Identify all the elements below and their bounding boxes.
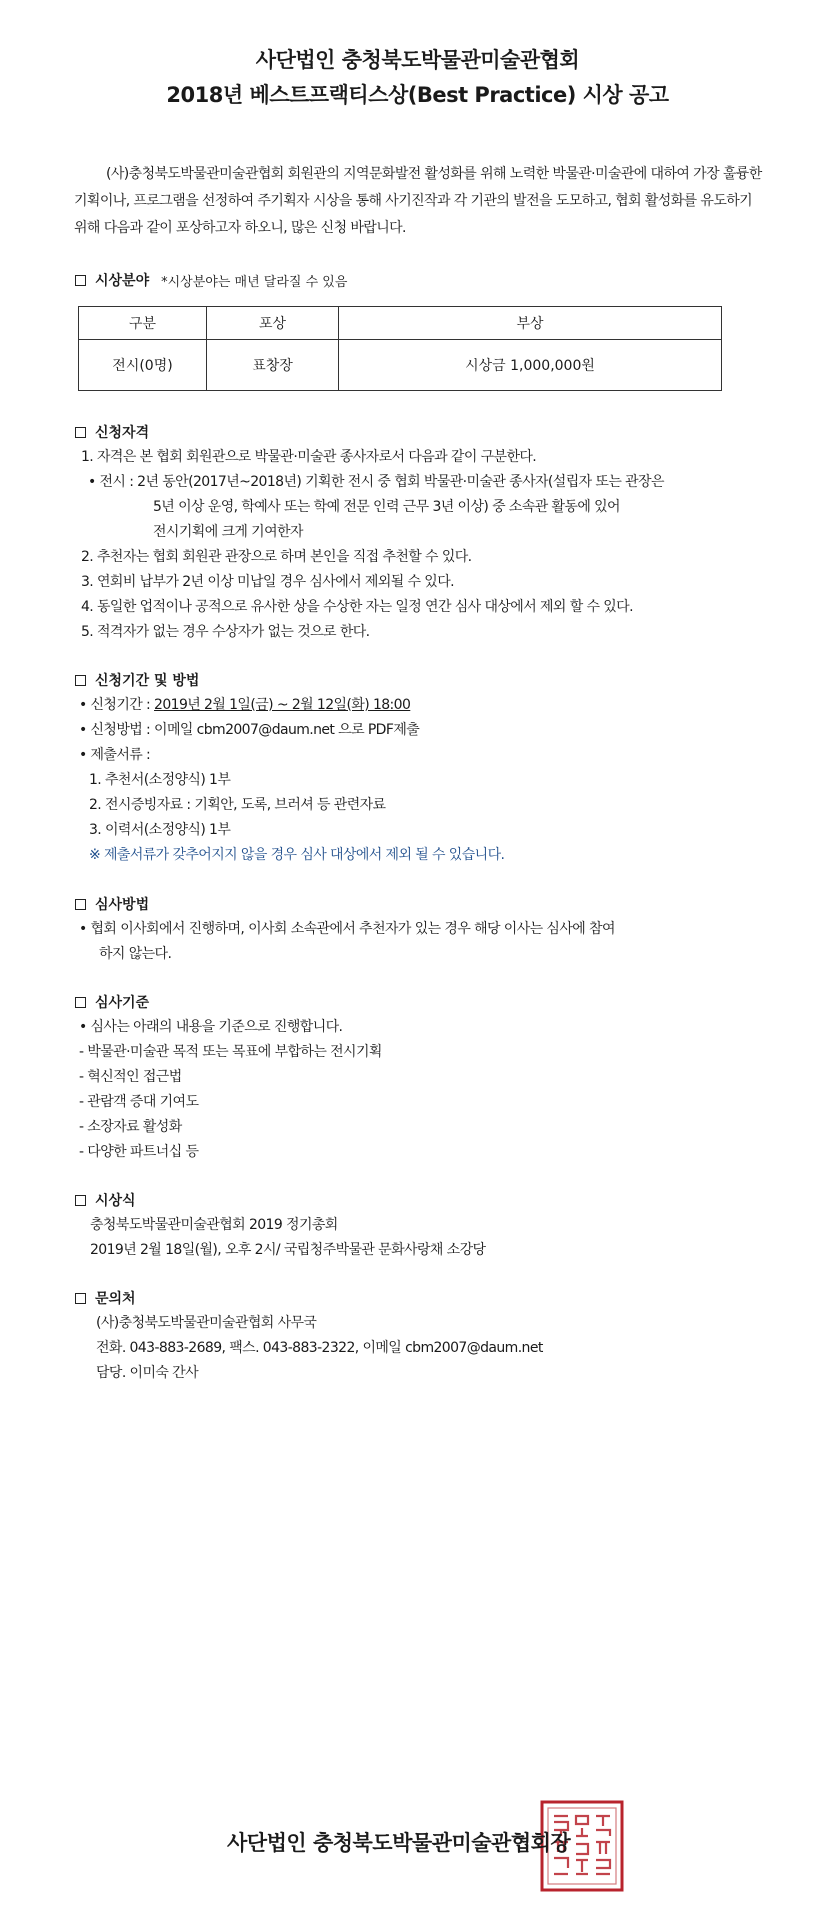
checkbox-icon — [75, 1293, 86, 1304]
criteria-item: - 박물관·미술관 목적 또는 목표에 부합하는 전시기획 — [79, 1044, 382, 1060]
signature-line: 사단법인 충청북도박물관미술관협회장 — [227, 1831, 571, 1855]
application-doc-item: 3. 이력서(소정양식) 1부 — [89, 822, 231, 838]
eligibility-item: 5. 적격자가 없는 경우 수상자가 없는 것으로 한다. — [81, 624, 370, 640]
table-cell: 전시(0명) — [79, 340, 207, 391]
table-header-cell: 포상 — [207, 307, 339, 340]
table-cell: 시상금 1,000,000원 — [339, 340, 722, 391]
table-header-cell: 부상 — [339, 307, 722, 340]
criteria-item: - 관람객 증대 기여도 — [79, 1094, 199, 1110]
criteria-item: - 소장자료 활성화 — [79, 1119, 182, 1135]
eligibility-item: 3. 연회비 납부가 2년 이상 미납일 경우 심사에서 제외될 수 있다. — [81, 574, 454, 590]
document-title-award: 2018년 베스트프랙티스상(Best Practice) 시상 공고 — [166, 83, 669, 107]
eligibility-item: 4. 동일한 업적이나 공적으로 유사한 상을 수상한 자는 일정 연간 심사 대상에서 제외 할 수 있다. — [81, 599, 633, 615]
section-eligibility — [75, 422, 149, 442]
section-award-field — [75, 270, 347, 290]
section-contact — [75, 1288, 136, 1308]
section-heading: 심사기준 — [95, 995, 150, 1011]
section-heading: 신청자격 — [95, 425, 150, 441]
section-heading: 시상분야 — [95, 273, 150, 289]
ceremony-line: 2019년 2월 18일(월), 오후 2시/ 국립청주박물관 문화사랑채 소강당 — [90, 1242, 486, 1258]
application-period-value: 2019년 2월 1일(금) ~ 2월 12일(화) 18:00 — [154, 697, 411, 713]
section-criteria — [75, 992, 149, 1012]
award-table — [78, 306, 722, 391]
section-ceremony — [75, 1190, 136, 1210]
eligibility-exhibit-line: • 전시 : 2년 동안(2017년~2018년) 기획한 전시 중 협회 박물관·미술관 종사자(설립자 또는 관장은 — [88, 474, 664, 490]
eligibility-exhibit-line: 5년 이상 운영, 학예사 또는 학예 전문 인력 근무 3년 이상) 중 소속관 활동에 있어 — [153, 499, 620, 515]
table-row — [79, 340, 722, 391]
section-heading: 심사방법 — [95, 897, 150, 913]
section-application — [75, 670, 199, 690]
section-heading: 시상식 — [95, 1193, 136, 1209]
application-method: • 신청방법 : 이메일 cbm2007@daum.net 으로 PDF제출 — [79, 722, 420, 738]
section-heading: 신청기간 및 방법 — [95, 673, 200, 689]
eligibility-exhibit-line: 전시기획에 크게 기여한자 — [153, 524, 303, 540]
application-period — [79, 694, 410, 714]
application-period-label: • 신청기간 : — [79, 697, 155, 713]
ceremony-line: 충청북도박물관미술관협회 2019 정기총회 — [90, 1217, 338, 1233]
checkbox-icon — [75, 675, 86, 686]
intro-paragraph: (사)충청북도박물관미술관협회 회원관의 지역문화발전 활성화를 위해 노력한 박물관·미술관에 대하여 가장 훌륭한 기획이나, 프로그램을 선정하여 주기획자 시상을 통해 사기진작과 각 기관의 발전을 도모하고, 협회 활성화를 유도하기 위해 다음과 같이 포상하고자 하오니, 많은 신청 바랍니다. — [74, 166, 762, 236]
table-header-row — [79, 307, 722, 340]
checkbox-icon — [75, 997, 86, 1008]
criteria-item: - 다양한 파트너십 등 — [79, 1144, 199, 1160]
contact-line: 전화. 043-883-2689, 팩스. 043-883-2322, 이메일 cbm2007@daum.net — [96, 1340, 543, 1356]
checkbox-icon — [75, 427, 86, 438]
application-warning: ※ 제출서류가 갖추어지지 않을 경우 심사 대상에서 제외 될 수 있습니다. — [89, 847, 505, 863]
review-method-line: 하지 않는다. — [99, 946, 172, 962]
checkbox-icon — [75, 275, 86, 286]
criteria-item: - 혁신적인 접근법 — [79, 1069, 182, 1085]
review-method-line: • 협회 이사회에서 진행하며, 이사회 소속관에서 추천자가 있는 경우 해당 이사는 심사에 참여 — [79, 921, 615, 937]
section-heading: 문의처 — [95, 1291, 136, 1307]
contact-line: (사)충청북도박물관미술관협회 사무국 — [96, 1315, 317, 1331]
criteria-intro: • 심사는 아래의 내용을 기준으로 진행합니다. — [79, 1019, 343, 1035]
checkbox-icon — [75, 1195, 86, 1206]
eligibility-item: 1. 자격은 본 협회 회원관으로 박물관·미술관 종사자로서 다음과 같이 구분한다. — [81, 449, 537, 465]
checkbox-icon — [75, 899, 86, 910]
section-review-method — [75, 894, 149, 914]
application-docs-label: • 제출서류 : — [79, 747, 151, 763]
section-note: *시상분야는 매년 달라질 수 있음 — [161, 274, 348, 290]
eligibility-item: 2. 추천자는 협회 회원관 관장으로 하며 본인을 직접 추천할 수 있다. — [81, 549, 472, 565]
table-cell: 표창장 — [207, 340, 339, 391]
document-title-org: 사단법인 충청북도박물관미술관협회 — [255, 48, 580, 72]
application-doc-item: 2. 전시증빙자료 : 기획안, 도록, 브러셔 등 관련자료 — [89, 797, 386, 813]
contact-line: 담당. 이미숙 간사 — [96, 1365, 199, 1381]
application-doc-item: 1. 추천서(소정양식) 1부 — [89, 772, 231, 788]
table-header-cell: 구분 — [79, 307, 207, 340]
